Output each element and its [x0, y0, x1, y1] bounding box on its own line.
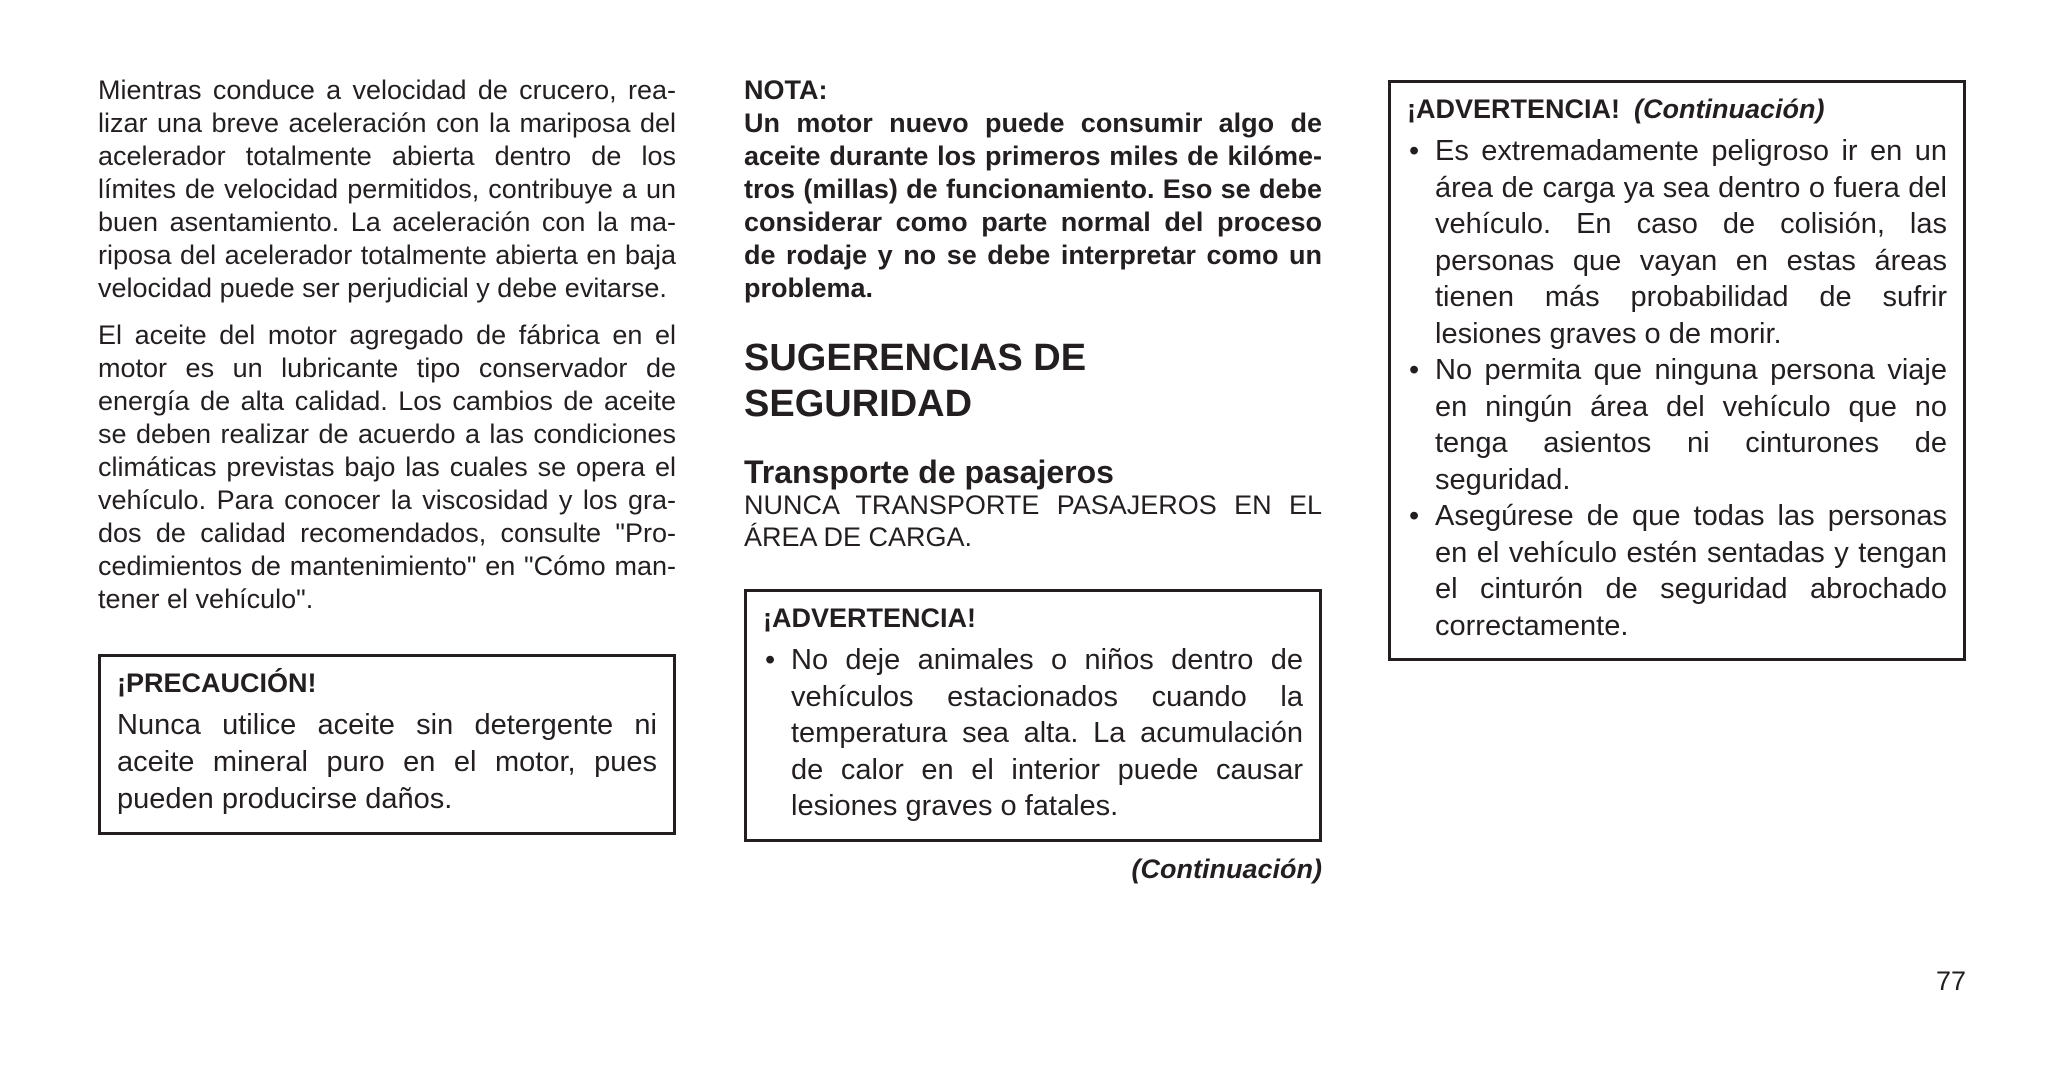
- warning-continued-bullet-list: [1407, 133, 1947, 644]
- warning-continued-bullet-item: [1407, 498, 1947, 644]
- bullet-icon: •: [765, 644, 776, 676]
- bullet-text: No deje animales o niños dentro de vehículos estacionados cuando la temperatura sea alta. La acumulación de calor en el interior puede causar lesiones graves o fatales.: [791, 644, 1303, 822]
- bullet-text: Asegúrese de que todas las personas en el vehículo estén sentadas y tengan el cinturón de seguridad abrochado correctamente.: [1435, 500, 1947, 642]
- column-left: [98, 74, 676, 835]
- note-text: Un motor nuevo puede consumir algo de aceite durante los primeros miles de kilómetros (millas) de funcionamiento. Eso se debe considerar como parte normal del proceso de rodaje y no se debe interpretar como un problema.: [744, 108, 1322, 303]
- warning-continued-title-cont: (Continuación): [1634, 94, 1825, 124]
- paragraph-cruise-acceleration: Mientras conduce a velocidad de crucero, realizar una breve aceleración con la mariposa del acelerador totalmente abierta dentro de los límites de velocidad permitidos, contribuye a un buen asentamiento. La aceleración con la mariposa del acelerador totalmente abierta en baja velocidad puede ser perjudicial y debe evitarse.: [98, 75, 676, 303]
- column-right: [1388, 80, 1966, 661]
- paragraph-factory-oil: El aceite del motor agregado de fábrica en el motor es un lubricante tipo conservador de energía de alta calidad. Los cambios de aceite se deben realizar de acuerdo a las condiciones climáticas previstas bajo las cuales se opera el vehículo. Para conocer la viscosidad y los grados de calidad recomendados, consulte "Procedimientos de mantenimiento" en "Cómo mantener el vehículo".: [98, 320, 676, 614]
- subsection-title: Transporte de pasajeros: [744, 454, 1114, 490]
- warning-continued-title: [1407, 91, 1947, 127]
- subsection-text: NUNCA TRANSPORTE PASAJEROS EN EL ÁREA DE CARGA.: [744, 490, 1322, 552]
- page-number: 77: [1935, 966, 1966, 996]
- section-title: [744, 335, 1322, 427]
- caution-text: Nunca utilice aceite sin detergente ni aceite mineral puro en el motor, pues pueden producirse daños.: [117, 709, 657, 815]
- warning-box: [744, 589, 1322, 842]
- column-middle: [744, 74, 1322, 885]
- caution-title: ¡PRECAUCIÓN!: [117, 668, 317, 698]
- continued-label: (Continuación): [1131, 853, 1322, 884]
- caution-box: [98, 654, 676, 835]
- warning-continued-bullet-item: [1407, 352, 1947, 498]
- bullet-text: Es extremadamente peligroso ir en un área de carga ya sea dentro o fuera del vehículo. En caso de colisión, las personas que vayan en estas áreas tienen más probabilidad de sufrir lesiones graves o de morir.: [1435, 135, 1947, 350]
- note-label: NOTA:: [744, 75, 828, 105]
- warning-continued-title-text: ¡ADVERTENCIA!: [1407, 94, 1620, 124]
- warning-title: ¡ADVERTENCIA!: [763, 603, 976, 633]
- bullet-icon: •: [1409, 135, 1420, 167]
- warning-bullet-list: [763, 642, 1303, 825]
- warning-bullet-item: [763, 642, 1303, 825]
- section-title-line2: SEGURIDAD: [744, 383, 973, 425]
- warning-continued-bullet-item: [1407, 133, 1947, 352]
- warning-continued-box: [1388, 80, 1966, 661]
- section-title-line1: SUGERENCIAS DE: [744, 337, 1087, 379]
- bullet-text: No permita que ninguna persona viaje en ningún área del vehículo que no tenga asientos ni cinturones de seguridad.: [1435, 354, 1947, 496]
- bullet-icon: •: [1409, 354, 1420, 386]
- bullet-icon: •: [1409, 500, 1420, 532]
